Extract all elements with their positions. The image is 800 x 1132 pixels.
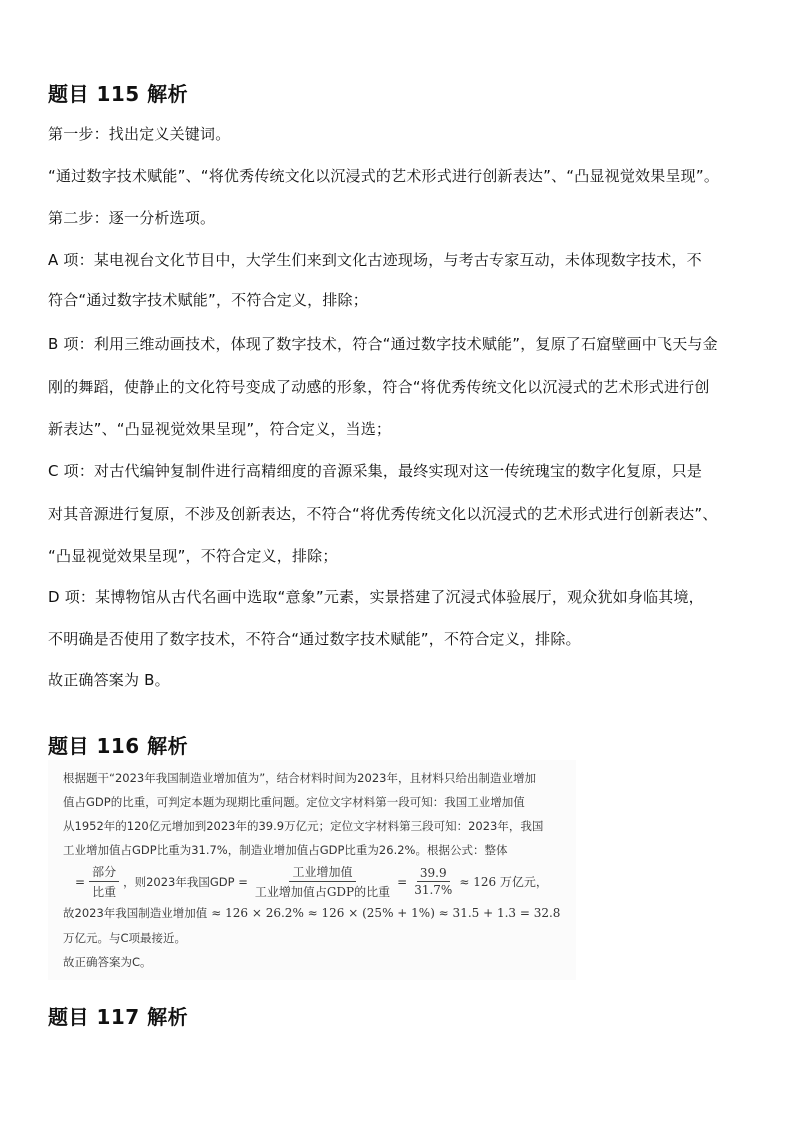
q115-answer: 故正确答案为 B。 [48, 671, 170, 689]
q115-option-b: B 项：利用三维动画技术，体现了数字技术，符合“通过数字技术赋能”，复原了石窟壁画中飞天与金 [48, 335, 718, 353]
q115-option-c: C 项：对古代编钟复制件进行高精细度的音源采集，最终实现对这一传统瑰宝的数字化复原，只是 [48, 462, 703, 480]
q115-line: 刚的舞蹈，使静止的文化符号变成了动感的形象，符合“将优秀传统文化以沉浸式的艺术形式进行创 [48, 378, 710, 396]
q116-line: 从1952年的120亿元增加到2023年的39.9万亿元；定位文字材料第三段可知：2023年，我国 [63, 819, 544, 833]
q116-formula-gdp [63, 863, 548, 900]
q116-line: 值占GDP的比重，可判定本题为现期比重问题。定位文字材料第一段可知：我国工业增加值 [63, 795, 525, 809]
q115-option-a: A 项：某电视台文化节目中，大学生们来到文化古迹现场，与考古专家互动，未体现数字技术，不 [48, 251, 702, 269]
q115-option-d: D 项：某博物馆从古代名画中选取“意象”元素，实景搭建了沉浸式体验展厅，观众犹如身临其境， [48, 588, 704, 606]
q115-line: 对其音源进行复原，不涉及创新表达，不符合“将优秀传统文化以沉浸式的艺术形式进行创新表达”、 [48, 505, 718, 523]
q116-line: 根据题干“2023年我国制造业增加值为”，结合材料时间为2023年，且材料只给出制造业增加 [63, 771, 536, 785]
formula-result: ≈ 126 万亿元， [459, 875, 548, 889]
q115-line: “通过数字技术赋能”、“将优秀传统文化以沉浸式的艺术形式进行创新表达”、“凸显视觉效果呈现”。 [48, 167, 720, 185]
fraction-part-over-share [89, 863, 119, 900]
fraction-denominator: 工业增加值占GDP的比重 [254, 885, 391, 899]
q116-heading: 题目 116 解析 [48, 734, 189, 758]
formula-text: ，则2023年我国GDP = [123, 874, 248, 889]
fraction-numerator: 39.9 [417, 866, 450, 882]
q115-line: “凸显视觉效果呈现”，不符合定义，排除； [48, 547, 338, 565]
q115-line: 第二步：逐一分析选项。 [48, 209, 216, 227]
q115-heading: 题目 115 解析 [48, 82, 189, 106]
formula-expression: ≈ 126 × 26.2% ≈ 126 × (25% + 1%) ≈ 31.5 + 1.3 = 32.8 [211, 906, 561, 920]
equals-sign: = [397, 874, 408, 889]
q115-line: 不明确是否使用了数字技术，不符合“通过数字技术赋能”，不符合定义，排除。 [48, 630, 581, 648]
q116-formula-manufacturing [63, 905, 560, 921]
fraction-denominator: 31.7% [414, 883, 453, 897]
fraction-numeric [411, 866, 455, 897]
q116-line: 工业增加值占GDP比重为31.7%，制造业增加值占GDP比重为26.2%。根据公式：整体 [63, 843, 508, 857]
q115-line: 符合“通过数字技术赋能”，不符合定义，排除； [48, 291, 368, 309]
fraction-industry-value [252, 863, 393, 900]
q116-line: 万亿元。与C项最接近。 [63, 931, 187, 945]
q116-answer: 故正确答案为C。 [63, 955, 152, 969]
equals-sign: = [75, 874, 86, 889]
formula-text: 故2023年我国制造业增加值 [63, 906, 208, 920]
q115-line: 新表达”、“凸显视觉效果呈现”，符合定义，当选； [48, 420, 392, 438]
fraction-denominator: 比重 [92, 885, 117, 899]
q116-explanation-image [48, 760, 576, 980]
q117-heading: 题目 117 解析 [48, 1005, 189, 1029]
fraction-numerator: 部分 [89, 863, 119, 882]
q115-line: 第一步：找出定义关键词。 [48, 125, 231, 143]
fraction-numerator: 工业增加值 [289, 863, 355, 882]
